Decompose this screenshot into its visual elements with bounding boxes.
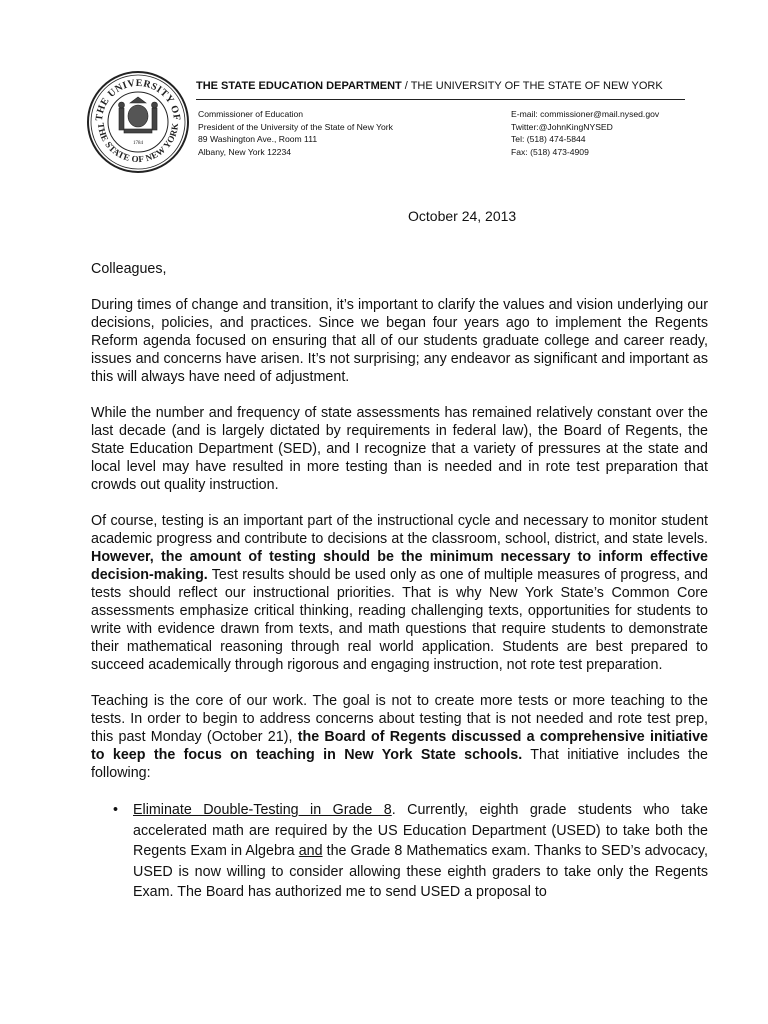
commissioner-address-block — [198, 108, 393, 158]
letter-body — [91, 260, 708, 903]
bullet-marker: • — [113, 802, 119, 818]
seal-text-bottom: THE STATE OF NEW YORK — [95, 122, 181, 165]
paragraph-1: During times of change and transition, it’s important to clarify the values and vision underlying our decisions, policies, and practices. Since we began four years ago to implement the Regents Reform agenda focused on ensuring that all of our students graduate college and career ready, issues and concerns have arisen. It’s not surprising; any endeavor as significant and important as this will always have need of adjustment. — [91, 297, 708, 385]
nys-university-seal — [86, 70, 190, 174]
paragraph-3-text: Test results should be used only as one of multiple measures of progress, and tests should reflect our instructional priorities. That is why New York State’s Common Core assessments emphasize critical thinking, reading challenging texts, opportunities for students to write with evidence drawn from texts, and math questions that require students to demonstrate their mathematical reasoning through real world application. Students are best prepared to succeed academically through rigorous and engaging instruction, not rote test preparation. — [91, 567, 708, 673]
bullet-text: the Grade 8 Mathematics exam. Thanks to SED’s advocacy, USED is now willing to consider allowing these eighth graders to take only the Regents Exam. The Board has authorized me to send USED a proposal to — [133, 843, 708, 901]
paragraph-2: While the number and frequency of state assessments has remained relatively constant over the last decade (and is largely dictated by requirements in federal law), the Board of Regents, the State Education Department (SED), and I recognize that a variety of pressures at the state and local level may have resulted in more testing than is needed and in rote test preparation that crowds out quality instruction. — [91, 405, 708, 493]
letter-date: October 24, 2013 — [408, 208, 517, 224]
bullet-text: . Currently, eighth grade students who take accelerated math are required by the US Education Department (USED) to take both the Regents Exam in Algebra — [133, 802, 709, 860]
seal-text-top: THE UNIVERSITY OF — [93, 77, 183, 122]
contact-block — [511, 108, 659, 158]
bullet-title: Eliminate Double-Testing in Grade 8 — [133, 802, 392, 818]
paragraph-3 — [91, 512, 708, 674]
email-line: E-mail: commissioner@mail.nysed.gov — [511, 109, 660, 119]
paragraph-3-text: Of course, testing is an important part of the instructional cycle and necessary to monitor student academic progress and contribute to decisions at the classroom, school, district, and state levels. — [91, 513, 708, 547]
paragraph-4-text: That initiative includes the following: — [91, 747, 708, 781]
paragraph-4-emphasis: the Board of Regents discussed a comprehensive initiative to keep the focus on teaching in New York State schools. — [91, 729, 708, 763]
paragraph-4 — [91, 692, 708, 782]
address-line: Albany, New York 12234 — [198, 146, 292, 157]
address-line: Commissioner of Education — [198, 109, 304, 119]
bullet-emphasis-and: and — [298, 843, 323, 860]
twitter-line: Twitter:@JohnKingNYSED — [511, 121, 613, 132]
letterhead-university: / THE UNIVERSITY OF THE STATE OF NEW YORK — [401, 80, 663, 92]
seal-year: 1784 — [133, 141, 143, 146]
phone-line: Tel: (518) 474-5844 — [511, 134, 586, 144]
address-line: President of the University of the State of New York — [198, 121, 393, 132]
letterhead-department: THE STATE EDUCATION DEPARTMENT — [196, 80, 402, 92]
bullet-item — [91, 800, 708, 903]
coat-of-arms-icon — [119, 97, 158, 133]
letterhead-title — [196, 80, 663, 92]
fax-line: Fax: (518) 473-4909 — [511, 146, 589, 157]
paragraph-4-text: Teaching is the core of our work. The goal is not to create more tests or more teaching to the tests. In order to begin to address concerns about testing that is not needed and rote test prep, this past Monday (October 21), — [91, 693, 708, 745]
paragraph-3-emphasis: However, the amount of testing should be the minimum necessary to inform effective decision-making. — [91, 549, 708, 583]
address-line: 89 Washington Ave., Room 111 — [198, 134, 318, 144]
salutation: Colleagues, — [91, 261, 167, 277]
letterhead-divider — [196, 99, 685, 100]
